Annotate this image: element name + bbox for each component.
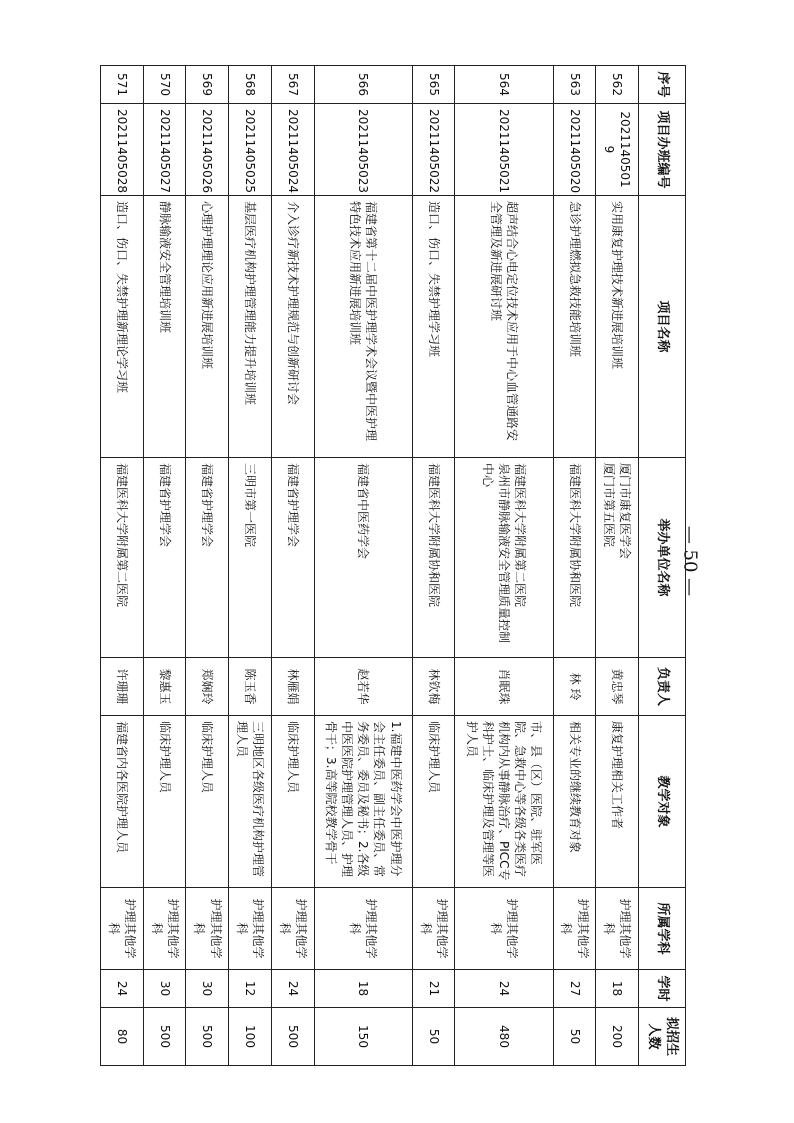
cell-name: 心理护理理论应用新进展培训班 <box>186 196 229 458</box>
cell-target: 市、县（区）医院、驻军医院、急救中心等各级各类医疗机构内从事静脉治疗、PICC专科护士、临床护理及管理等医护人员 <box>455 716 553 888</box>
cell-lead: 郑娴玲 <box>186 658 229 716</box>
cell-enroll: 50 <box>412 1008 455 1066</box>
cell-name: 福建省第十二届中医护理学术会议暨中医护理特色技术应用新进展培训班 <box>314 196 412 458</box>
cell-seq: 570 <box>143 66 186 104</box>
cell-enroll: 50 <box>553 1008 596 1066</box>
cell-hours: 24 <box>455 970 553 1008</box>
cell-org: 厦门市康复医学会 厦门市第五医院 <box>596 458 639 658</box>
header-lead: 负责人 <box>639 658 686 716</box>
table-row <box>271 66 314 1066</box>
cell-name: 急诊护理燃拟急救技能培训班 <box>553 196 596 458</box>
cell-enroll: 480 <box>455 1008 553 1066</box>
cell-lead: 肖眠珠 <box>455 658 553 716</box>
cell-name: 介入诊疗新技术护理规范与创新研讨会 <box>271 196 314 458</box>
table-row <box>553 66 596 1066</box>
cell-code: 20211405024 <box>271 104 314 196</box>
cell-code: 20211405025 <box>229 104 272 196</box>
cell-enroll: 150 <box>314 1008 412 1066</box>
cell-enroll: 500 <box>143 1008 186 1066</box>
cell-seq: 562 <box>596 66 639 104</box>
cell-org: 福建医科大学附属第二医院 泉州市静脉输液安全管理质量控制中心 <box>455 458 553 658</box>
cell-hours: 18 <box>596 970 639 1008</box>
cell-code: 20211405022 <box>412 104 455 196</box>
cell-lead: 黄忠琴 <box>596 658 639 716</box>
cell-target: 临床护理人员 <box>143 716 186 888</box>
cell-code: 20211405027 <box>143 104 186 196</box>
table-row <box>455 66 553 1066</box>
cell-enroll: 100 <box>229 1008 272 1066</box>
cell-hours: 12 <box>229 970 272 1008</box>
table-row <box>101 66 144 1066</box>
cell-enroll: 500 <box>186 1008 229 1066</box>
cell-lead: 赵若华 <box>314 658 412 716</box>
table-row <box>314 66 412 1066</box>
cell-seq: 568 <box>229 66 272 104</box>
cell-seq: 571 <box>101 66 144 104</box>
cell-lead: 陈玉香 <box>229 658 272 716</box>
cell-code: 20211405026 <box>186 104 229 196</box>
cell-org: 三明市第一医院 <box>229 458 272 658</box>
cell-subject: 护理其他学科 <box>596 888 639 970</box>
cell-subject: 护理其他学科 <box>455 888 553 970</box>
header-code: 项目办班编号 <box>639 104 686 196</box>
cell-hours: 30 <box>186 970 229 1008</box>
cell-subject: 护理其他学科 <box>229 888 272 970</box>
table-row <box>186 66 229 1066</box>
table-row <box>412 66 455 1066</box>
cell-lead: 许珊珊 <box>101 658 144 716</box>
cell-subject: 护理其他学科 <box>553 888 596 970</box>
cell-target: 三明地区各级医疗机构护理管理人员 <box>229 716 272 888</box>
table-row <box>143 66 186 1066</box>
cell-target: 1.福建中医药学会中医护理分会主任委员、副主任委员、常务委员、委员及秘书；2.各级中医医院护理管理人员、护理骨干；3.高等院校教学骨干 <box>314 716 412 888</box>
cell-subject: 护理其他学科 <box>412 888 455 970</box>
cell-org: 福建省护理学会 <box>143 458 186 658</box>
cell-lead: 林钦梅 <box>412 658 455 716</box>
cell-hours: 24 <box>271 970 314 1008</box>
cell-code: 20211405028 <box>101 104 144 196</box>
cell-code: 20211405023 <box>314 104 412 196</box>
cell-hours: 27 <box>553 970 596 1008</box>
cell-code: 20211405020 <box>553 104 596 196</box>
cell-target: 临床护理人员 <box>271 716 314 888</box>
cell-hours: 18 <box>314 970 412 1008</box>
cell-org: 福建省护理学会 <box>271 458 314 658</box>
header-enroll: 拟招生人数 <box>639 1008 686 1066</box>
cell-name: 基层医疗机构护理管理能力提升培训班 <box>229 196 272 458</box>
cell-target: 临床护理人员 <box>412 716 455 888</box>
rotated-table-wrapper <box>100 65 686 1065</box>
cell-target: 相关专业的继续教育对象 <box>553 716 596 888</box>
cell-target: 临床护理人员 <box>186 716 229 888</box>
page-number-text: — 50 — <box>679 525 701 597</box>
cell-hours: 30 <box>143 970 186 1008</box>
cell-lead: 林雁娟 <box>271 658 314 716</box>
cell-enroll: 500 <box>271 1008 314 1066</box>
cell-name: 造口、伤口、失禁护理学习班 <box>412 196 455 458</box>
cell-seq: 565 <box>412 66 455 104</box>
cell-subject: 护理其他学科 <box>271 888 314 970</box>
cell-code: 20211405021 <box>455 104 553 196</box>
header-seq: 序号 <box>639 66 686 104</box>
cell-target: 福建省内各医院护理人员 <box>101 716 144 888</box>
cell-org: 福建医科大学附属第二医院 <box>101 458 144 658</box>
cell-org: 福建医科大学附属协和医院 <box>412 458 455 658</box>
cell-seq: 564 <box>455 66 553 104</box>
cell-org: 福建省护理学会 <box>186 458 229 658</box>
cell-org: 福建医科大学附属协和医院 <box>553 458 596 658</box>
cell-org: 福建省中医药学会 <box>314 458 412 658</box>
cell-subject: 护理其他学科 <box>314 888 412 970</box>
cell-subject: 护理其他学科 <box>101 888 144 970</box>
cell-name: 造口、伤口、失禁护理新理论学习班 <box>101 196 144 458</box>
cell-lead: 林 玲 <box>553 658 596 716</box>
cell-subject: 护理其他学科 <box>186 888 229 970</box>
cell-seq: 566 <box>314 66 412 104</box>
cell-seq: 563 <box>553 66 596 104</box>
header-hours: 学时 <box>639 970 686 1008</box>
header-target: 教学对象 <box>639 716 686 888</box>
cell-name: 超声结合心电定位技术应用于中心血管通路安全管理及新进展研讨班 <box>455 196 553 458</box>
cell-seq: 569 <box>186 66 229 104</box>
cell-hours: 21 <box>412 970 455 1008</box>
header-subject: 所属学科 <box>639 888 686 970</box>
cell-subject: 护理其他学科 <box>143 888 186 970</box>
cell-enroll: 80 <box>101 1008 144 1066</box>
cell-hours: 24 <box>101 970 144 1008</box>
header-name: 项目名称 <box>639 196 686 458</box>
cell-seq: 567 <box>271 66 314 104</box>
cell-enroll: 200 <box>596 1008 639 1066</box>
cell-name: 实用康复护理技术新进展培训班 <box>596 196 639 458</box>
training-program-table <box>100 65 686 1066</box>
header-org: 举办单位名称 <box>639 458 686 658</box>
cell-name: 静脉输液安全管理培训班 <box>143 196 186 458</box>
table-row <box>229 66 272 1066</box>
cell-code: 2021140501 9 <box>596 104 639 196</box>
table-row <box>596 66 639 1066</box>
cell-lead: 黎惠玉 <box>143 658 186 716</box>
cell-target: 康复护理相关工作者 <box>596 716 639 888</box>
table-header-row <box>639 66 686 1066</box>
